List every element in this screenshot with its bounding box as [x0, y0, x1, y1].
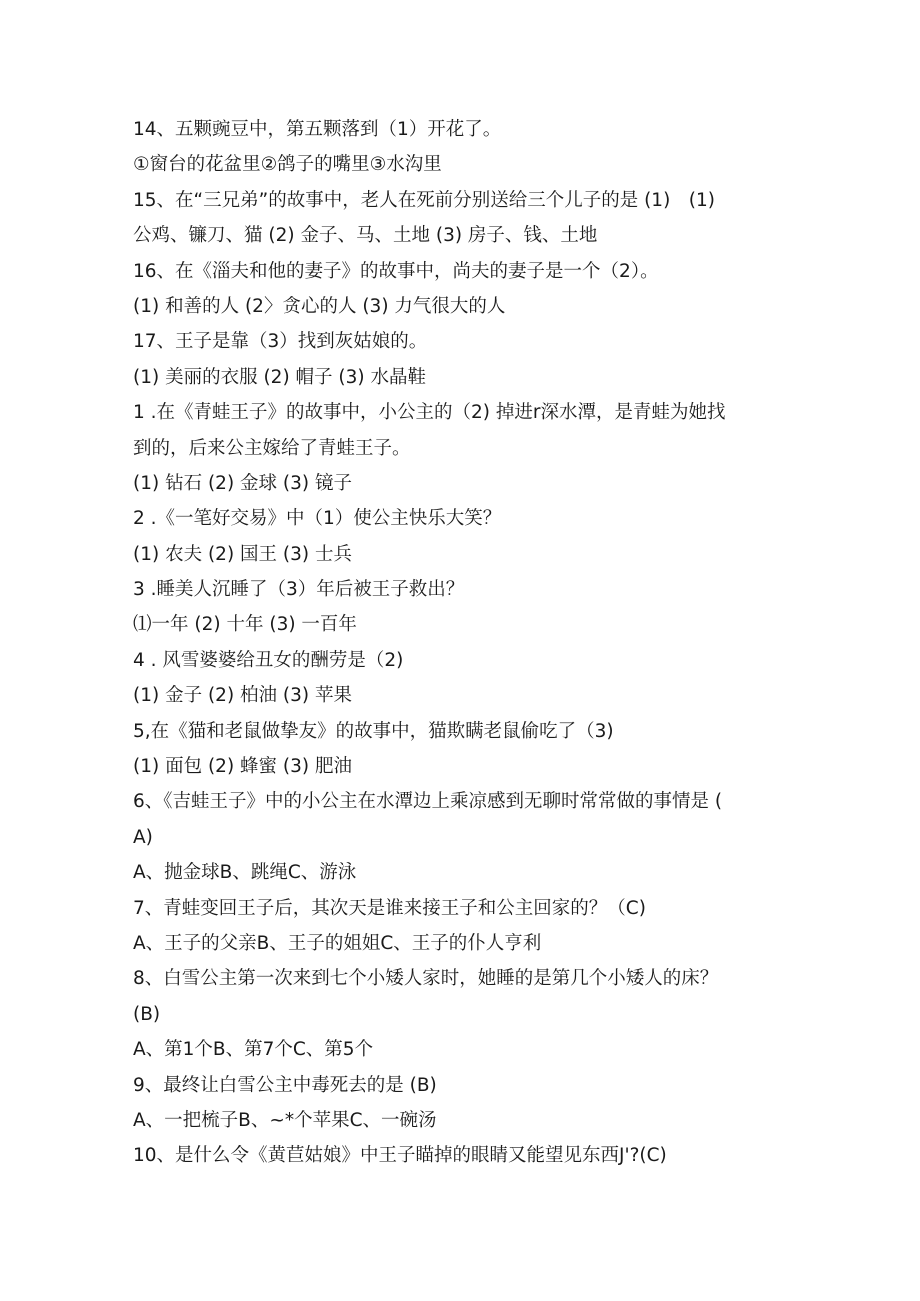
question-4-options: (1) 金子 (2) 柏油 (3) 苹果 [133, 685, 353, 707]
question-6-answer: A) [133, 826, 153, 848]
question-10: 10、是什么令《黄苣姑娘》中王子瞄掉的眼睛又能望见东西J'?(C) [133, 1145, 667, 1167]
question-9: 9、最终让白雪公主中毒死去的是 (B) [133, 1074, 437, 1096]
question-15-options: 公鸡、镰刀、猫 (2) 金子、马、土地 (3) 房子、钱、土地 [133, 225, 598, 247]
question-1-continued: 到的，后来公主嫁给了青蛙王子。 [133, 437, 411, 459]
question-7-options: A、王子的父亲B、王子的姐姐C、王子的仆人亨利 [133, 932, 542, 954]
question-3-options: ⑴一年 (2) 十年 (3) 一百年 [133, 614, 357, 636]
question-8-options: A、第1个B、第7个C、第5个 [133, 1039, 374, 1061]
question-14-options: ①窗台的花盆里②鸽子的嘴里③水沟里 [133, 154, 442, 176]
question-6: 6、《吉蛙王子》中的小公主在水潭边上乘凉感到无聊时常常做的事情是 ( [133, 791, 723, 813]
question-9-options: A、一把梳子B、~*个苹果C、一碗汤 [133, 1109, 437, 1131]
question-8: 8、白雪公主第一次来到七个小矮人家时，她睡的是第几个小矮人的床？ [133, 968, 719, 990]
question-8-answer: (B) [133, 1003, 161, 1025]
question-1: 1 .在《青蛙王子》的故事中，小公主的（2) 掉进r深水潭，是青蛙为她找 [133, 402, 726, 424]
question-17: 17、王子是靠（3）找到灰姑娘的。 [133, 331, 428, 353]
question-4: 4 . 风雪婆婆给丑女的酬劳是（2) [133, 649, 404, 671]
question-16-options: (1) 和善的人 (2〉贪心的人 (3) 力气很大的人 [133, 295, 506, 317]
question-15: 15、在“三兄弟”的故事中，老人在死前分别送给三个儿子的是 (1) (1) [133, 189, 716, 211]
question-14: 14、五颗豌豆中，第五颗落到（1）开花了。 [133, 119, 502, 140]
question-5: 5,在《猫和老鼠做挚友》的故事中，猫欺瞒老鼠偷吃了（3) [133, 720, 614, 742]
question-5-options: (1) 面包 (2) 蜂蜜 (3) 肥油 [133, 756, 353, 778]
question-2: 2 .《一笔好交易》中（1）使公主快乐大笑？ [133, 508, 502, 530]
question-7: 7、青蛙变回王子后，其次天是谁来接王子和公主回家的？（C) [133, 897, 646, 919]
question-17-options: (1) 美丽的衣服 (2) 帽子 (3) 水晶鞋 [133, 366, 427, 388]
question-6-options: A、抛金球B、跳绳C、游泳 [133, 862, 357, 884]
question-3: 3 .睡美人沉睡了（3）年后被王子救出？ [133, 579, 465, 601]
question-1-options: (1) 钻石 (2) 金球 (3) 镜子 [133, 472, 353, 494]
question-16: 16、在《淄夫和他的妻子》的故事中，尚夫的妻子是一个（2）。 [133, 260, 659, 282]
question-2-options: (1) 农夫 (2) 国王 (3) 士兵 [133, 543, 353, 565]
